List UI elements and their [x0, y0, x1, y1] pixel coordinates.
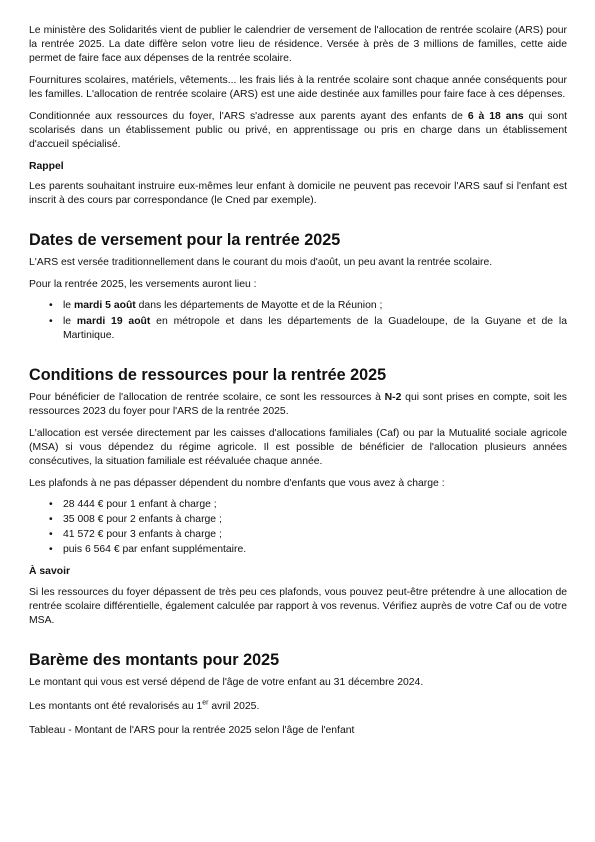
date-item-prefix: le [63, 300, 74, 311]
bullet-icon: • [49, 300, 53, 311]
conditions-heading: Conditions de ressources pour la rentrée 2025 [29, 366, 387, 384]
date-item-text: dans les départements de Mayotte et de la Réunion ; [135, 300, 383, 311]
bullet-icon: • [49, 514, 53, 525]
list-item [29, 498, 567, 512]
a-savoir-title: À savoir [29, 566, 71, 577]
conditions-paragraph-1-start: Pour bénéficier de l'allocation de rentrée scolaire, ce sont les ressources à [29, 392, 385, 403]
bareme-paragraph-2-end: avril 2025. [208, 701, 260, 712]
plafond-text: puis 6 564 € par enfant supplémentaire. [63, 544, 247, 555]
bareme-paragraph-1: Le montant qui vous est versé dépend de l'âge de votre enfant au 31 décembre 2024. [29, 677, 424, 688]
plafond-text: 28 444 € pour 1 enfant à charge ; [63, 499, 217, 510]
plafond-text: 41 572 € pour 3 enfants à charge ; [63, 529, 222, 540]
intro-paragraph-3-end: qui sont scolarisés dans un établissement public ou privé, en apprentissage ou pris en charge dans un établissement d'accueil spécialisé. [29, 111, 567, 150]
list-item [29, 528, 567, 542]
dates-heading: Dates de versement pour la rentrée 2025 [29, 231, 341, 249]
dates-paragraph-2: Pour la rentrée 2025, les versements auront lieu : [29, 279, 257, 290]
age-range: 6 à 18 ans [467, 111, 524, 122]
list-item [29, 315, 567, 343]
list-item [29, 543, 567, 557]
date-item-date: mardi 5 août [73, 300, 136, 311]
dates-list [29, 299, 567, 343]
conditions-paragraph-3: Les plafonds à ne pas dépasser dépendent du nombre d'enfants que vous avez à charge : [29, 478, 445, 489]
conditions-paragraph-1 [29, 391, 567, 419]
bullet-icon: • [49, 499, 53, 510]
bullet-icon: • [49, 544, 53, 555]
conditions-paragraph-1-end: qui sont prises en compte, soit les ressources 2023 du foyer pour l'ARS de la rentrée 2025. [29, 392, 567, 417]
date-item-text: en métropole et dans les départements de la Guadeloupe, de la Guyane et de la Martinique. [63, 316, 567, 341]
list-item [29, 513, 567, 527]
ordinal-suffix: er [202, 699, 209, 707]
conditions-paragraph-2: L'allocation est versée directement par les caisses d'allocations familiales (Caf) ou par la Mutualité sociale agricole (MSA) si vous dépendez du régime agricole. Il est possible de bénéficier de l'allocation plusieurs années consécutives, la situation familiale est réévaluée chaque année. [29, 428, 567, 467]
bareme-paragraph-2-start: Les montants ont été revalorisés au 1 [29, 701, 203, 712]
intro-paragraph-3 [29, 110, 567, 152]
intro-paragraph-3-start: Conditionnée aux ressources du foyer, l'ARS s'adresse aux parents ayant des enfants de [29, 111, 468, 122]
plafonds-list [29, 498, 567, 557]
bareme-heading: Barème des montants pour 2025 [29, 651, 280, 669]
rappel-title: Rappel [29, 161, 64, 172]
bullet-icon: • [49, 316, 53, 327]
a-savoir-text: Si les ressources du foyer dépassent de très peu ces plafonds, vous pouvez peut-être prétendre à une allocation de rentrée scolaire différentielle, également calculée par rapport à vos revenus. Vérifiez auprès de votre Caf ou de votre MSA. [29, 587, 567, 626]
list-item [29, 299, 567, 313]
rappel-text: Les parents souhaitant instruire eux-mêmes leur enfant à domicile ne peuvent pas recevoir l'ARS sauf si l'enfant est inscrit à des cours par correspondance (le Cned par exemple). [29, 181, 567, 206]
document-page [29, 24, 567, 746]
table-caption: Tableau - Montant de l'ARS pour la rentrée 2025 selon l'âge de l'enfant [29, 725, 355, 736]
n-minus-2: N-2 [384, 392, 402, 403]
bareme-paragraph-2 [29, 700, 567, 714]
intro-paragraph-2: Fournitures scolaires, matériels, vêtements... les frais liés à la rentrée scolaire sont chaque année conséquents pour les familles. L'allocation de rentrée scolaire (ARS) est une aide destinée aux familles pour faire face à ces dépenses. [29, 75, 567, 100]
dates-paragraph-1: L'ARS est versée traditionnellement dans le courant du mois d'août, un peu avant la rentrée scolaire. [29, 257, 493, 268]
plafond-text: 35 008 € pour 2 enfants à charge ; [63, 514, 222, 525]
date-item-prefix: le [63, 316, 77, 327]
date-item-date: mardi 19 août [76, 316, 151, 327]
bullet-icon: • [49, 529, 53, 540]
intro-paragraph-1: Le ministère des Solidarités vient de publier le calendrier de versement de l'allocation de rentrée scolaire (ARS) pour la rentrée 2025. La date diffère selon votre lieu de résidence. Versée à près de 3 millions de familles, cette aide permet de faire face aux dépenses de la rentrée scolaire. [29, 25, 567, 64]
